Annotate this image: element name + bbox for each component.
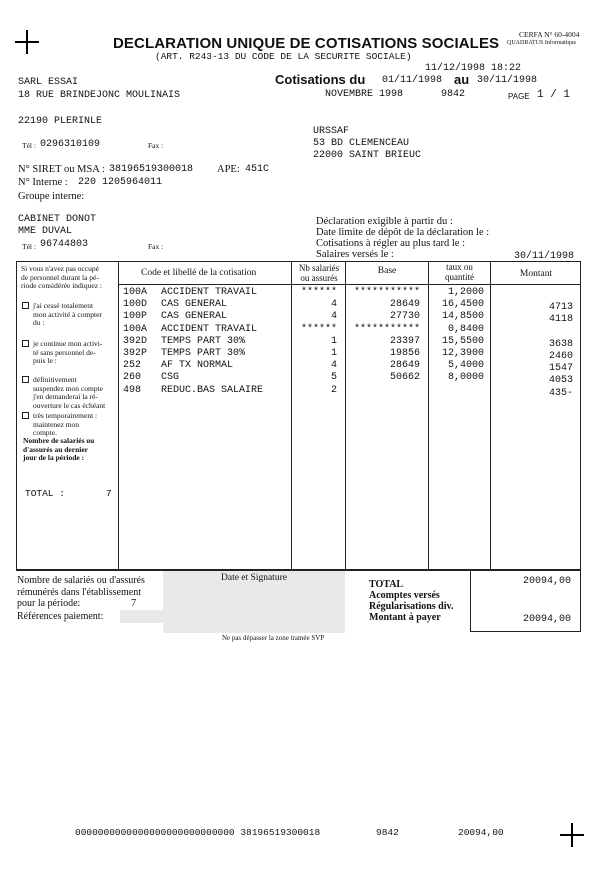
cotisations-label: Cotisations du [275,72,366,87]
ape-value: 451C [245,164,270,175]
footer-nb-label: Nombre de salariés ou d'assurés rémunérés dans l'établissement pour la période: [17,575,145,609]
table-row-taux [429,385,484,397]
date-signature-label: Date et Signature [221,573,287,583]
document-subtitle: (ART. R243-13 DU CODE DE LA SECURITE SOCIALE) [155,51,412,62]
period-label: NOVEMBRE 1998 [325,89,404,100]
urssaf-city: 22000 SAINT BRIEUC [313,150,422,161]
table-row-nb: 4 [330,299,337,311]
table-row-taux: 8,0000 [447,372,484,384]
quadratus-label: QUADRATUS Informatique [507,40,577,46]
interne-value: 220 1205964011 [78,177,163,188]
table-row-montant [491,327,573,339]
table-row-nb: 4 [330,360,337,372]
employer-tel: 0296310109 [40,139,101,150]
shaded-zone-note: Ne pas dépasser la zone tramée SVP [222,634,325,642]
table-row-label: CAS GENERAL [161,311,228,323]
cabinet-name: CABINET DONOT [18,214,97,225]
deadline-exigible: Déclaration exigible à partir du : [316,216,453,227]
total-value: 20094,00 [522,576,571,587]
date-from: 01/11/1998 [382,75,443,86]
column-base [346,287,420,397]
table-row-taux: 5,4000 [447,360,484,372]
siret-value: 38196519300018 [109,164,194,175]
table-row-montant: 4118 [548,314,573,326]
header-base: Base [377,266,397,276]
checkbox-suspension-definitive[interactable] [22,376,29,383]
barcode-line: 0000000000000000000000000000 38196519300018 [75,827,321,838]
cabinet-contact: MME DUVAL [18,226,73,237]
checkbox-sans-personnel[interactable] [22,340,29,347]
table-row-taux: 12,3900 [441,347,484,359]
table-row-base: 50662 [389,372,420,384]
table-row-label: TEMPS PART 30% [161,347,246,359]
option-suspension-definitive: définitivement suspendez mon compte j'en demanderai la ré- ouverture le cas échéant [33,375,106,410]
table-row-base: *********** [353,323,420,335]
column-nb [292,287,337,397]
table-row-label: ACCIDENT TRAVAIL [161,287,258,298]
table-row-taux: 1,2000 [447,287,484,298]
deadline-depot: Date limite de dépôt de la déclaration le : [316,227,490,238]
montant-a-payer-value: 20094,00 [522,614,571,625]
page-label: PAGE [508,92,530,101]
checkbox-cessation-totale[interactable] [22,302,29,309]
table-row-montant [491,290,573,302]
column-label [161,287,263,397]
ape-label: APE: [217,164,240,175]
groupe-interne-label: Groupe interne: [18,191,85,202]
montant-a-payer-label: Montant à payer [369,612,441,623]
table-row-code: 100A [123,287,148,298]
deadline-reglement: Cotisations à régler au plus tard le : [316,238,466,249]
table-row-nb: ****** [300,287,337,298]
left-panel-intro: Si vous n'avez pas occupé de personnel durant la pé- riode considérée indiquez : [21,264,103,290]
employer-fax-label: Fax : [148,141,164,150]
acomptes-label: Acomptes versés [369,590,440,601]
employer-tel-label: Tél : [22,141,36,150]
salaires-date: 30/11/1998 [514,251,575,262]
option-suspension-temporaire: très temporairement : maintenez mon compte. [33,411,98,437]
table-row-taux: 14,8500 [441,311,484,323]
cabinet-tel: 96744803 [40,239,89,250]
header-nb-line1: Nb salariés [298,263,340,273]
option-sans-personnel: je continue mon activi- té sans personnel de- puis le : [33,339,103,365]
table-row-code: 100D [123,299,148,311]
table-row-code: 392D [123,335,148,347]
table-row-label: CAS GENERAL [161,299,228,311]
table-row-taux: 0,8400 [447,323,484,335]
column-code [123,287,147,397]
header-code-libelle: Code et libellé de la cotisation [141,268,257,278]
table-row-label: ACCIDENT TRAVAIL [161,323,258,335]
table-row-label: TEMPS PART 30% [161,335,246,347]
table-header-divider [118,284,581,285]
document-title: DECLARATION UNIQUE DE COTISATIONS SOCIALES [113,35,500,52]
urssaf-name: URSSAF [313,126,350,137]
header-nb-line2: ou assurés [300,273,338,283]
column-montant [491,290,573,400]
interne-label: N° Interne : [18,177,68,188]
siret-label: N° SIRET ou MSA : [18,164,105,175]
registration-mark-top-left [15,30,39,54]
left-panel-total-value: 7 [106,488,112,499]
table-row-label: CSG [161,372,180,384]
footer-nb-value: 7 [131,598,137,609]
table-row-code: 392P [123,347,148,359]
table-row-nb: 2 [330,384,337,396]
header-taux-line1: taux ou [446,262,473,272]
table-row-montant: 1547 [548,363,573,375]
table-row-code: 252 [123,360,142,372]
employer-name: SARL ESSAI [18,77,79,88]
left-panel-total-label: TOTAL : [25,488,65,499]
total-label: TOTAL [369,579,404,590]
table-row-code: 498 [123,384,142,396]
table-row-base [346,385,420,397]
header-taux-line2: quantité [445,272,474,282]
cabinet-tel-label: Tél : [22,242,36,251]
checkbox-suspension-temporaire[interactable] [22,412,29,419]
left-panel-count-label: Nombre de salariés ou d'assurés au dernier jour de la période : [23,436,95,462]
employer-city: 22190 PLERINLE [18,116,103,127]
regularisations-label: Régularisations div. [369,601,454,612]
shaded-zone-references [120,610,180,623]
table-row-code: 100P [123,311,148,323]
table-row-montant: 435- [548,387,573,399]
cabinet-fax-label: Fax : [148,242,164,251]
registration-mark-bottom-right [560,823,584,847]
table-row-montant: 2460 [548,350,573,362]
deadline-salaires: Salaires versés le : [316,249,394,260]
table-row-nb: 1 [330,335,337,347]
table-row-base: 28649 [389,360,420,372]
table-row-base: 27730 [389,311,420,323]
date-to: 30/11/1998 [477,75,538,86]
table-row-base: 23397 [389,335,420,347]
table-row-nb: 1 [330,347,337,359]
table-row-code: 260 [123,372,142,384]
table-row-base: 28649 [389,299,420,311]
option-cessation-totale: j'ai cessé totalement mon activité à compter du : [33,301,102,327]
table-row-code: 100A [123,323,148,335]
employer-address: 18 RUE BRINDEJONC MOULINAIS [18,90,181,101]
barcode-code: 9842 [376,827,399,838]
au-label: au [454,72,470,87]
table-row-label: REDUC.BAS SALAIRE [161,384,264,396]
table-row-base: 19856 [389,347,420,359]
table-row-montant: 3638 [548,338,573,350]
table-row-nb: 5 [330,372,337,384]
table-row-nb: ****** [300,323,337,335]
page-value: 1 / 1 [537,89,571,101]
table-row-label: AF TX NORMAL [161,360,234,372]
table-row-taux: 15,5500 [441,335,484,347]
period-code: 9842 [441,89,466,100]
cerfa-number: CERFA N° 60-4004 [519,30,580,39]
table-row-montant: 4713 [548,302,573,314]
table-row-taux: 16,4500 [441,299,484,311]
barcode-amount: 20094,00 [458,827,504,838]
table-row-montant: 4053 [548,375,573,387]
print-datetime: 11/12/1998 18:22 [425,63,522,74]
urssaf-address: 53 BD CLEMENCEAU [313,138,410,149]
table-row-base: *********** [353,287,420,298]
column-taux [429,287,484,397]
references-paiement-label: Références paiement: [17,611,104,622]
table-row-nb: 4 [330,311,337,323]
column-divider-left-panel [118,261,119,570]
header-montant: Montant [519,269,553,279]
